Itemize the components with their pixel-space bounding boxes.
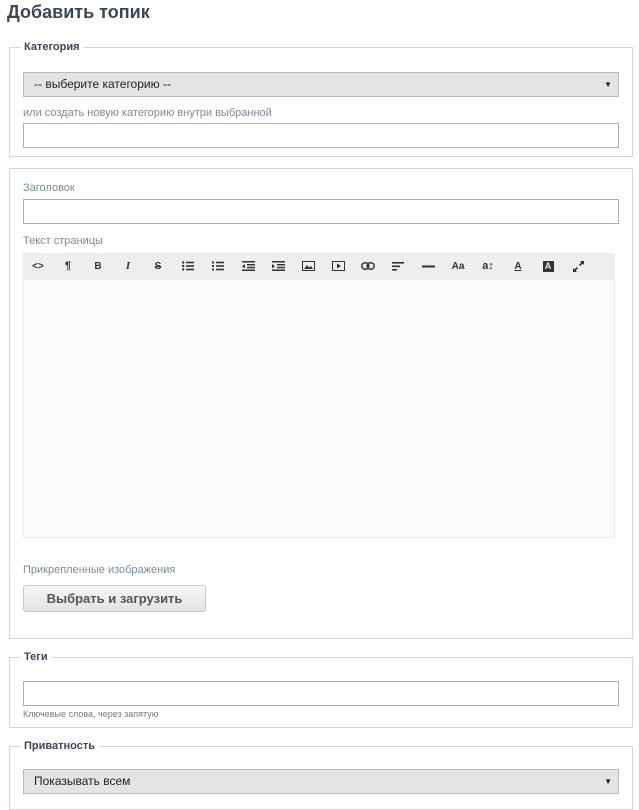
unordered-list-icon[interactable] [173, 253, 203, 279]
font-size-icon[interactable]: Aa [451, 260, 465, 272]
tags-hint: Ключевые слова, через запятую [23, 709, 159, 719]
ordered-list-icon[interactable] [203, 253, 233, 279]
page-title: Добавить топик [7, 2, 150, 22]
video-icon[interactable] [323, 253, 353, 279]
tags-legend: Теги [24, 651, 48, 663]
privacy-select[interactable] [23, 769, 619, 794]
horizontal-rule-icon[interactable] [413, 253, 443, 279]
align-icon[interactable] [383, 253, 413, 279]
background-color-icon[interactable]: A [533, 253, 563, 279]
editor-content-area[interactable] [23, 279, 615, 538]
fullscreen-icon[interactable] [563, 253, 593, 279]
privacy-select-value: Показывать всем [34, 774, 131, 788]
new-category-label: или создать новую категорию внутри выбранной [23, 107, 272, 119]
font-color-icon[interactable]: A [514, 260, 522, 272]
category-fieldset [9, 41, 633, 157]
main-fieldset [9, 168, 633, 639]
text-label: Текст страницы [23, 235, 103, 247]
title-label: Заголовок [23, 182, 75, 194]
dropdown-arrow-icon: ▼ [604, 777, 612, 786]
paragraph-icon[interactable]: ¶ [64, 260, 72, 272]
strikethrough-icon[interactable]: S [154, 260, 162, 272]
category-select[interactable] [23, 72, 619, 97]
title-input[interactable] [23, 199, 619, 224]
tags-input[interactable] [23, 681, 619, 706]
privacy-legend: Приватность [24, 740, 95, 752]
attached-images-label: Прикрепленные изображения [23, 564, 176, 576]
indent-icon[interactable] [263, 253, 293, 279]
line-height-icon[interactable]: a↕ [482, 260, 494, 272]
tags-fieldset [9, 651, 633, 728]
image-icon[interactable] [293, 253, 323, 279]
html-icon[interactable]: <> [32, 260, 44, 272]
new-category-input[interactable] [23, 123, 619, 148]
outdent-icon[interactable] [233, 253, 263, 279]
upload-button[interactable]: Выбрать и загрузить [23, 585, 206, 612]
category-legend: Категория [24, 41, 80, 53]
dropdown-arrow-icon: ▼ [604, 80, 612, 89]
category-select-value: -- выберите категорию -- [34, 77, 171, 91]
editor-toolbar [23, 253, 615, 279]
italic-icon[interactable]: I [125, 260, 131, 272]
bold-icon[interactable]: B [94, 260, 102, 272]
link-icon[interactable] [353, 253, 383, 279]
